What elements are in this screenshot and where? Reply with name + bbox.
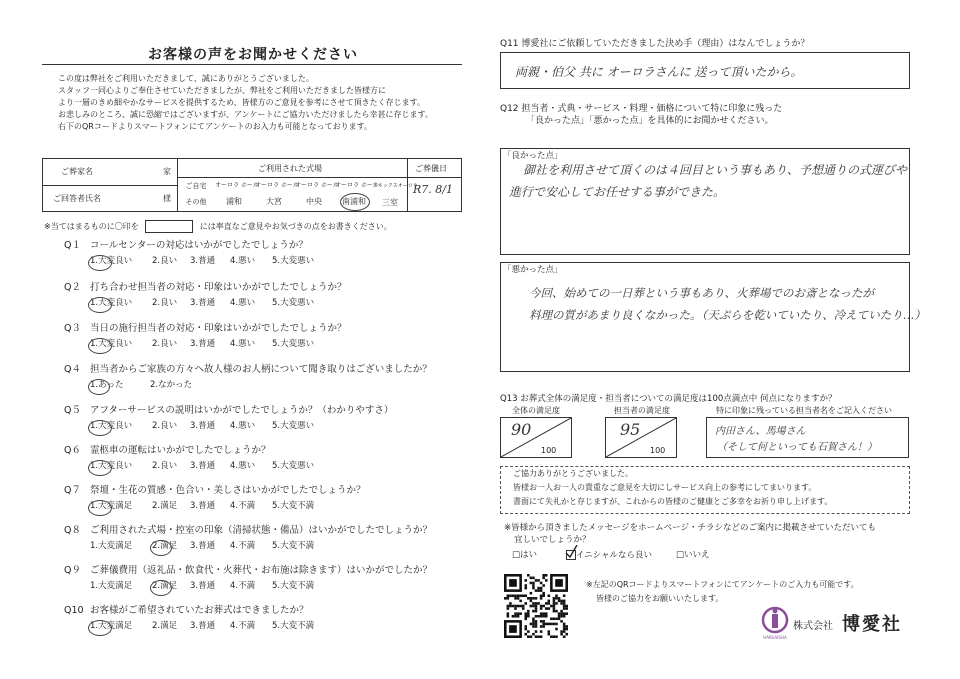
answer-option[interactable]: 4.悪い (230, 339, 256, 349)
answer-option[interactable]: 5.大変悪い (272, 421, 315, 431)
answer-option[interactable]: 5.大変悪い (272, 339, 315, 349)
consent-question: ※皆様から頂きましたメッセージをホームページ・チラシなどのご案内に掲載させていただいても 宜しいでしょうか？ (504, 523, 876, 545)
answer-option[interactable]: 3.普通 (190, 541, 216, 551)
good-points-title: 「良かった点」 (503, 151, 563, 161)
bad-answer-line: 料理の質があまり良くなかった。（天ぷらを乾いていたり、冷えていたり…） (529, 308, 926, 322)
staff-score-box[interactable] (605, 417, 677, 458)
answer-option[interactable]: 1.大変満足 (90, 501, 133, 511)
intro-line: お悲しみのところ、誠に恐縮ではございますが、アンケートにご協力いただけましたら幸甚に存じます。 (58, 110, 433, 119)
staff-score-max: 100 (650, 446, 666, 455)
question-number: Q５ (64, 405, 81, 416)
title-underline (42, 64, 462, 65)
question-text: コールセンターの対応はいかがでしたでしょうか？ (90, 240, 308, 251)
answer-option[interactable]: 3.普通 (190, 621, 216, 631)
logo-subtext: HAKUAISHA (763, 635, 787, 640)
answer-option[interactable]: 3.普通 (190, 339, 216, 349)
question-text: ご利用された式場・控室の印象（清掃状態・備品）はいかがでしたでしょうか？ (90, 525, 433, 536)
q11-answer-box[interactable] (500, 52, 910, 89)
answer-option[interactable]: 1.大変良い (90, 256, 133, 266)
answer-option[interactable]: 4.悪い (230, 256, 256, 266)
good-answer-line: 御社を利用させて頂くのは４回目という事もあり、予想通りの式運びや (523, 163, 908, 177)
venue-other[interactable]: ご自宅 その他 (185, 182, 207, 206)
venue-header: ご利用された式場 (258, 164, 322, 173)
selected-answer-circle (88, 460, 112, 476)
survey-title: お客様の声をお聞かせください (148, 47, 358, 63)
question-text: 担当者からご家族の方々へ故人様のお人柄について聞き取りはございましたか？ (90, 364, 432, 375)
answer-option[interactable]: 1.大変満足 (90, 621, 133, 631)
venue-chuo[interactable]: オーロラ ホール 中央 (295, 182, 339, 206)
intro-line: より一層のきめ細やかなサービスを提供するため、皆様方のご意見を参考にさせて頂きたく存じます。 (58, 98, 426, 107)
answer-option[interactable]: 2.良い (152, 298, 178, 308)
answer-option[interactable]: 5.大変悪い (272, 461, 315, 471)
question-number: Q２ (64, 282, 81, 293)
answer-option[interactable]: 2.満足 (152, 621, 178, 631)
selected-answer-circle (88, 297, 112, 313)
answer-option[interactable]: 4.悪い (230, 461, 256, 471)
checked-checkbox (566, 550, 576, 560)
question-number: Q４ (64, 364, 81, 375)
intro-line: 右下のQRコードよりスマートフォンにてアンケートのお入力も可能となっております。 (58, 122, 372, 131)
answer-option[interactable]: 2.良い (152, 339, 178, 349)
answer-option[interactable]: 2.良い (152, 256, 178, 266)
answer-option[interactable]: 3.普通 (190, 256, 216, 266)
thanks-line: ご協力ありがとうございました。 (513, 469, 633, 478)
question-number: Q６ (64, 445, 81, 456)
question-text: 当日の施行担当者の対応・印象はいかがでしたでしょうか？ (90, 323, 347, 334)
question-number: Q１ (64, 240, 81, 251)
named-staff-line: 内田さん、馬場さん (715, 426, 806, 437)
answer-option[interactable]: 2.満足 (152, 581, 178, 591)
overall-score-box[interactable] (500, 417, 572, 458)
answer-option[interactable]: 2.良い (152, 461, 178, 471)
question-text: ご葬儀費用（返礼品・飲食代・火葬代・お布施は除きます）はいかがでしたか？ (90, 565, 433, 576)
answer-option[interactable]: 5.大変悪い (272, 256, 315, 266)
selected-answer-circle (88, 255, 112, 271)
question-number: Q９ (64, 565, 81, 576)
question-number: Q７ (64, 485, 81, 496)
qr-note: ※左記のQRコードよりスマートフォンにてアンケートのご入力も可能です。 皆様のご協力をお願いいたします。 (586, 580, 859, 603)
thanks-line: 書面にて失礼かと存じますが、これからの皆様のご健康とご多幸をお祈り申し上げます。 (513, 497, 833, 506)
ie-suffix: 家 (163, 167, 171, 176)
selected-answer-circle (88, 620, 112, 636)
question-text: 霊柩車の運転はいかがでしたでしょうか？ (90, 445, 271, 456)
selected-answer-circle (88, 379, 110, 395)
overall-score-label: 全体の満足度 (512, 406, 560, 415)
bad-answer-line: 今回、始めての一日葬という事もあり、火葬場でのお斎となったが (529, 286, 874, 300)
thanks-box (500, 466, 910, 514)
answer-option[interactable]: 4.不満 (230, 581, 256, 591)
q11-answer: 両親・伯父 共に オーロラさんに 送って頂いたから。 (515, 65, 803, 79)
answer-option[interactable]: 3.普通 (190, 581, 216, 591)
answer-option[interactable]: 2.良い (152, 421, 178, 431)
company-logo (760, 606, 790, 640)
bad-points-title: 「悪かった点」 (503, 265, 563, 275)
funeral-date-value: R7. 8/1 (413, 183, 453, 196)
venue-omiya[interactable]: オーロラ ホール 大宮 (255, 182, 299, 206)
info-table (42, 158, 462, 212)
bad-points-box[interactable] (500, 262, 926, 372)
answer-option[interactable]: 2.満足 (152, 501, 178, 511)
answer-option[interactable]: 5.大変不満 (272, 621, 315, 631)
answer-option[interactable]: 1.大変満足 (90, 581, 133, 591)
answer-option[interactable]: 1.大変満足 (90, 541, 133, 551)
staff-score-value: 95 (620, 420, 641, 439)
answer-option[interactable]: 2.なかった (150, 380, 193, 390)
answer-option[interactable]: 3.普通 (190, 461, 216, 471)
consent-yes[interactable]: □はい (512, 550, 538, 560)
named-staff-line: （そして何といっても石賀さん！） (717, 442, 877, 453)
selected-answer-circle (88, 420, 112, 436)
answer-option[interactable]: 1.大変良い (90, 421, 133, 431)
answer-option[interactable]: 4.悪い (230, 298, 256, 308)
overall-score-max: 100 (541, 446, 557, 455)
answer-option[interactable]: 3.普通 (190, 501, 216, 511)
answer-option[interactable]: 1.大変良い (90, 298, 133, 308)
company-name: 博愛社 (842, 614, 902, 635)
staff-score-label: 担当者の満足度 (614, 406, 670, 415)
venue-selected-circle (340, 193, 370, 211)
intro-text (58, 74, 433, 132)
answer-option[interactable]: 2.満足 (152, 541, 178, 551)
venue-urawa[interactable]: オーロラ ホール 浦和 (215, 182, 259, 206)
family-name-label: ご葬家名 (61, 167, 93, 176)
venue-mimuro[interactable]: アネックスオーロラ 三室 (373, 183, 418, 207)
question-text: アフターサービスの説明はいかがでしたでしょうか？（わかりやすさ） (90, 405, 394, 416)
answer-option[interactable]: 1.あった (90, 380, 124, 390)
answer-option[interactable]: 5.大変不満 (272, 581, 315, 591)
answer-option[interactable]: 4.不満 (230, 541, 256, 551)
answer-option[interactable]: 3.普通 (190, 421, 216, 431)
qr-code[interactable] (504, 574, 568, 638)
q13-label: Q13 お葬式全体の満足度・担当者についての満足度は100点満点中 何点になりますか？ (500, 394, 837, 404)
question-number: Q３ (64, 323, 81, 334)
answer-option[interactable]: 5.大変悪い (272, 298, 315, 308)
instruction: ※当てはまるものに〇印を には率直なご意見やお気づきの点をお書きください。 (44, 222, 392, 231)
venue-minami-urawa[interactable]: オーロラ ホール 南浦和 (335, 182, 379, 206)
consent-no[interactable]: □いいえ (676, 550, 710, 560)
named-staff-box[interactable] (706, 417, 909, 458)
answer-option[interactable]: 1.大変良い (90, 339, 133, 349)
question-number: Q10 (64, 605, 84, 616)
question-number: Q８ (64, 525, 81, 536)
venue-options (177, 177, 418, 211)
answer-option[interactable]: 4.不満 (230, 621, 256, 631)
q11-label: Q11 博愛社にご依頼していただきました決め手（理由）はなんでしょうか？ (500, 39, 810, 49)
answer-option[interactable]: 3.普通 (190, 298, 216, 308)
consent-initial[interactable]: イニシャルなら良い (566, 550, 652, 561)
good-points-box[interactable] (500, 148, 910, 255)
question-text: お客様がご希望されていたお葬式はできましたか？ (90, 605, 309, 616)
selected-answer-circle (150, 580, 172, 596)
q12-label: Q12 担当者・式典・サービス・料理・価格について特に印象に残った 「良かった点」「悪かった点」を具体的にお聞かせください。 (500, 104, 783, 126)
question-text: 打ち合わせ担当者の対応・印象はいかがでしたでしょうか？ (90, 282, 347, 293)
date-header: ご葬儀日 (415, 164, 447, 173)
question-text: 祭壇・生花の質感・色合い・美しさはいかがでしたでしょうか？ (90, 485, 366, 496)
answer-option[interactable]: 4.不満 (230, 501, 256, 511)
thanks-line: 皆様お一人お一人の貴重なご意見を大切にしサービス向上の参考にしてまいります。 (513, 483, 817, 492)
good-answer-line: 進行で安心してお任せする事ができた。 (509, 185, 726, 199)
named-staff-label: 特に印象に残っている担当者名をご記入ください (716, 406, 892, 415)
selected-answer-circle (88, 500, 112, 516)
answer-option[interactable]: 5.大変不満 (272, 541, 315, 551)
intro-line: この度は弊社をご利用いただきまして、誠にありがとうございました。 (58, 74, 314, 83)
company-prefix: 株式会社 (793, 621, 833, 632)
intro-line: スタッフ一同心よりご奉仕させていただきましたが、弊社をご利用いただきました皆様方に (58, 86, 386, 95)
answer-option[interactable]: 4.悪い (230, 421, 256, 431)
overall-score-value: 90 (511, 420, 532, 439)
respondent-label: ご回答者氏名 (53, 194, 101, 203)
selected-answer-circle (150, 540, 172, 556)
selected-answer-circle (88, 338, 112, 354)
sama-suffix: 様 (163, 194, 171, 203)
answer-option[interactable]: 1.大変良い (90, 461, 133, 471)
answer-option[interactable]: 5.大変不満 (272, 501, 315, 511)
